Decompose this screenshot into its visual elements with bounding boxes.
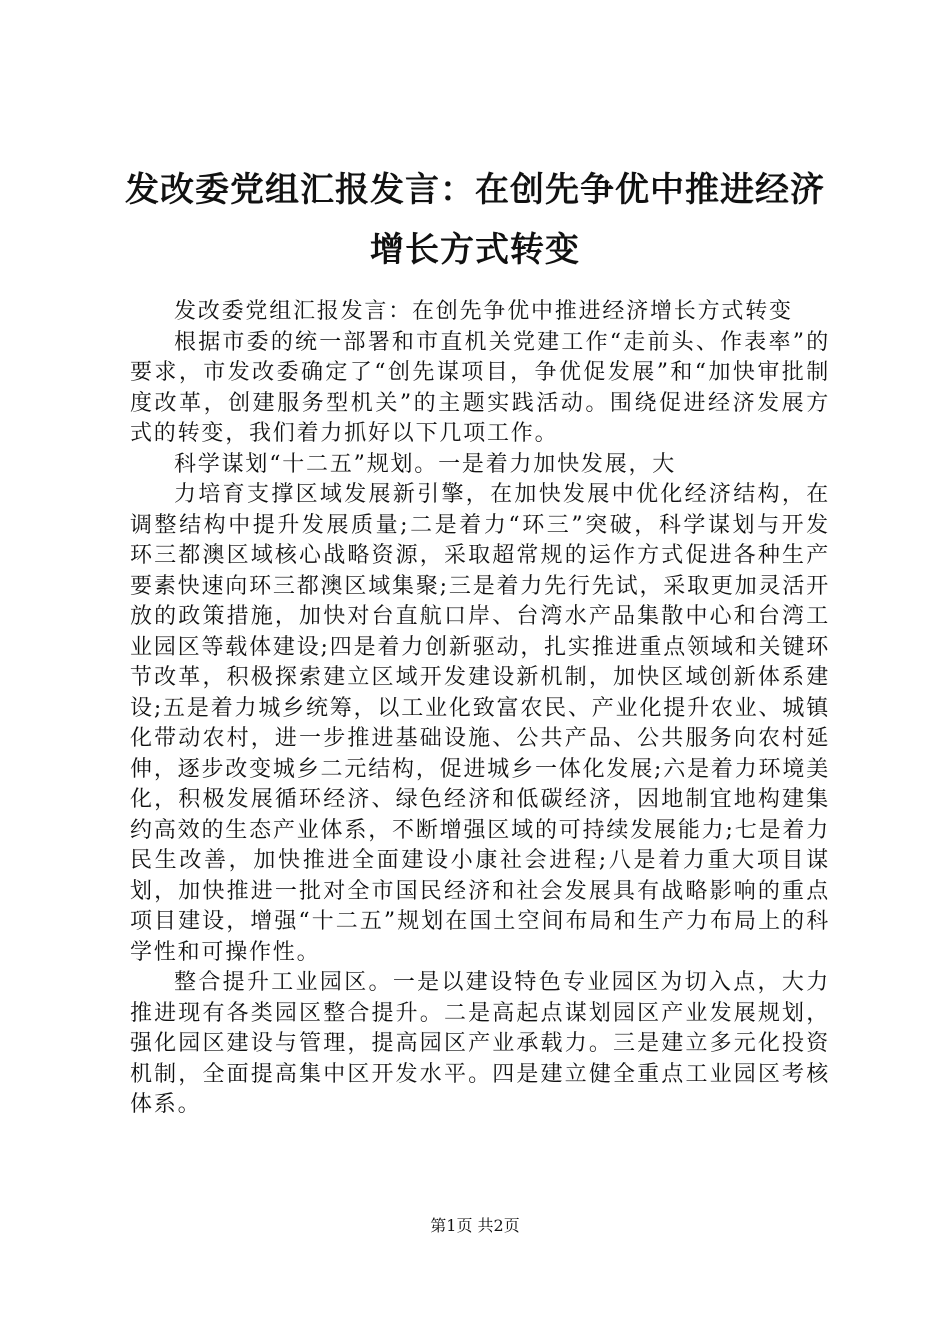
document-body [130,297,830,1121]
paragraph-section-industrial-parks: 整合提升工业园区。一是以建设特色专业园区为切入点，大力推进现有各类园区整合提升。二是高起点谋划园区产业发展规划，强化园区建设与管理，提高园区产业承载力。三是建立多元化投资机制，全面提高集中区开发水平。四是建立健全重点工业园区考核体系。 [130,970,830,1117]
paragraph-section-plan-heading: 科学谋划“十二五”规划。一是着力加快发展，大 [174,451,677,477]
document-title: 发改委党组汇报发言：在创先争优中推进经济增长方式转变 [125,170,825,270]
paragraph-intro: 根据市委的统一部署和市直机关党建工作“走前头、作表率”的要求，市发改委确定了“创先谋项目，争优促发展”和“加快审批制度改革，创建服务型机关”的主题实践活动。围绕促进经济发展方式的转变，我们着力抓好以下几项工作。 [130,329,830,446]
paragraph-section-plan-body: 力培育支撑区域发展新引擎，在加快发展中优化经济结构，在调整结构中提升发展质量;二是着力“环三”突破，科学谋划与开发环三都澳区域核心战略资源，采取超常规的运作方式促进各种生产要素快速向环三都澳区域集聚;三是着力先行先试，采取更加灵活开放的政策措施，加快对台直航口岸、台湾水产品集散中心和台湾工业园区等载体建设;四是着力创新驱动，扎实推进重点领域和关键环节改革，积极探索建立区域开发建设新机制，加快区域创新体系建设;五是着力城乡统筹，以工业化致富农民、产业化提升农业、城镇化带动农村，进一步推进基础设施、公共产品、公共服务向农村延伸，逐步改变城乡二元结构，促进城乡一体化发展;六是着力环境美化，积极发展循环经济、绿色经济和低碳经济，因地制宜地构建集约高效的生态产业体系，不断增强区域的可持续发展能力;七是着力民生改善，加快推进全面建设小康社会进程;八是着力重大项目谋划，加快推进一批对全市国民经济和社会发展具有战略影响的重点项目建设，增强“十二五”规划在国土空间布局和生产力布局上的科学性和可操作性。 [130,482,830,965]
paragraph-heading-repeat: 发改委党组汇报发言：在创先争优中推进经济增长方式转变 [174,299,793,324]
page-number-footer: 第1页 共2页 [430,1216,520,1235]
